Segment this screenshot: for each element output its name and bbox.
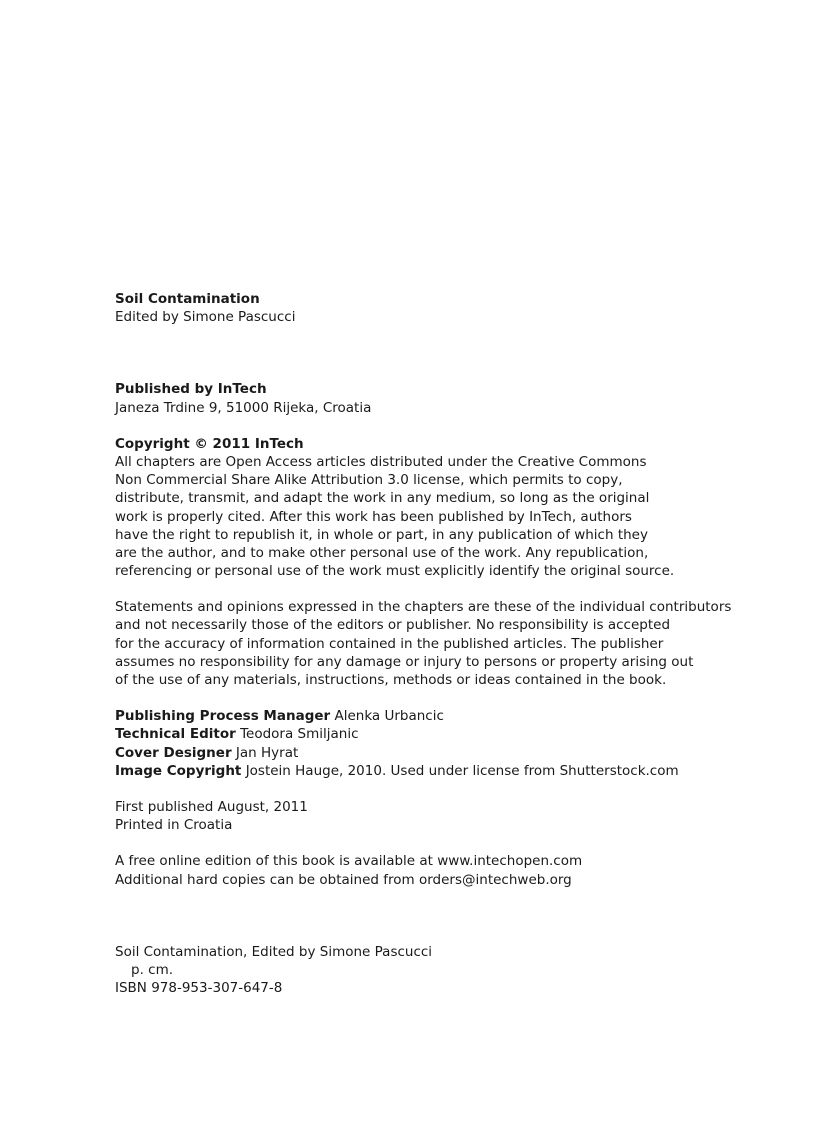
- cataloging-section: [115, 943, 795, 998]
- publisher-heading: Published by InTech: [115, 381, 267, 398]
- credit-technical-editor: [115, 725, 795, 743]
- cataloging-pages: p. cm.: [131, 961, 174, 978]
- first-published: First published August, 2011: [115, 798, 308, 815]
- copyright-line: are the author, and to make other personal use of the work. Any republication,: [115, 544, 649, 561]
- credit-name: Jostein Hauge, 2010. Used under license from Shutterstock.com: [245, 762, 679, 779]
- copyright-heading: Copyright © 2011 InTech: [115, 435, 304, 452]
- hard-copies-note: Additional hard copies can be obtained from orders@intechweb.org: [115, 871, 572, 888]
- book-title: Soil Contamination: [115, 291, 260, 307]
- copyright-page: [115, 290, 795, 997]
- copyright-line: work is properly cited. After this work has been published by InTech, authors: [115, 508, 632, 525]
- credit-name: Jan Hyrat: [235, 744, 299, 761]
- copyright-line: distribute, transmit, and adapt the work in any medium, so long as the original: [115, 490, 650, 507]
- credit-role: Cover Designer: [115, 744, 232, 761]
- credit-role: Publishing Process Manager: [115, 708, 331, 725]
- credits-section: [115, 707, 795, 780]
- statements-line: of the use of any materials, instructions, methods or ideas contained in the book.: [115, 672, 667, 688]
- statements-line: and not necessarily those of the editors or publisher. No responsibility is accepted: [115, 617, 671, 634]
- credit-process-manager: [115, 707, 795, 725]
- cataloging-title: Soil Contamination, Edited by Simone Pascucci: [115, 943, 433, 960]
- publisher-address: Janeza Trdine 9, 51000 Rijeka, Croatia: [115, 399, 372, 416]
- credit-cover-designer: [115, 744, 795, 762]
- book-editor: Edited by Simone Pascucci: [115, 309, 296, 326]
- isbn: ISBN 978-953-307-647-8: [115, 980, 283, 997]
- copyright-line: All chapters are Open Access articles distributed under the Creative Commons: [115, 453, 647, 470]
- credit-name: Alenka Urbancic: [334, 708, 444, 725]
- statements-section: [115, 598, 795, 689]
- credit-name: Teodora Smiljanic: [240, 726, 359, 743]
- credit-role: Image Copyright: [115, 762, 242, 779]
- printed-in: Printed in Croatia: [115, 817, 233, 834]
- copyright-line: have the right to republish it, in whole or part, in any publication of which they: [115, 526, 648, 543]
- copyright-line: referencing or personal use of the work must explicitly identify the original source.: [115, 563, 675, 580]
- copyright-line: Non Commercial Share Alike Attribution 3.0 license, which permits to copy,: [115, 472, 623, 489]
- online-edition-note: A free online edition of this book is available at www.intechopen.com: [115, 853, 583, 870]
- statements-line: assumes no responsibility for any damage or injury to persons or property arising out: [115, 653, 694, 670]
- credit-role: Technical Editor: [115, 726, 236, 743]
- copyright-section: [115, 435, 795, 581]
- statements-line: Statements and opinions expressed in the chapters are these of the individual contributors: [115, 599, 732, 616]
- credit-image-copyright: [115, 762, 795, 780]
- statements-line: for the accuracy of information contained in the published articles. The publisher: [115, 635, 664, 652]
